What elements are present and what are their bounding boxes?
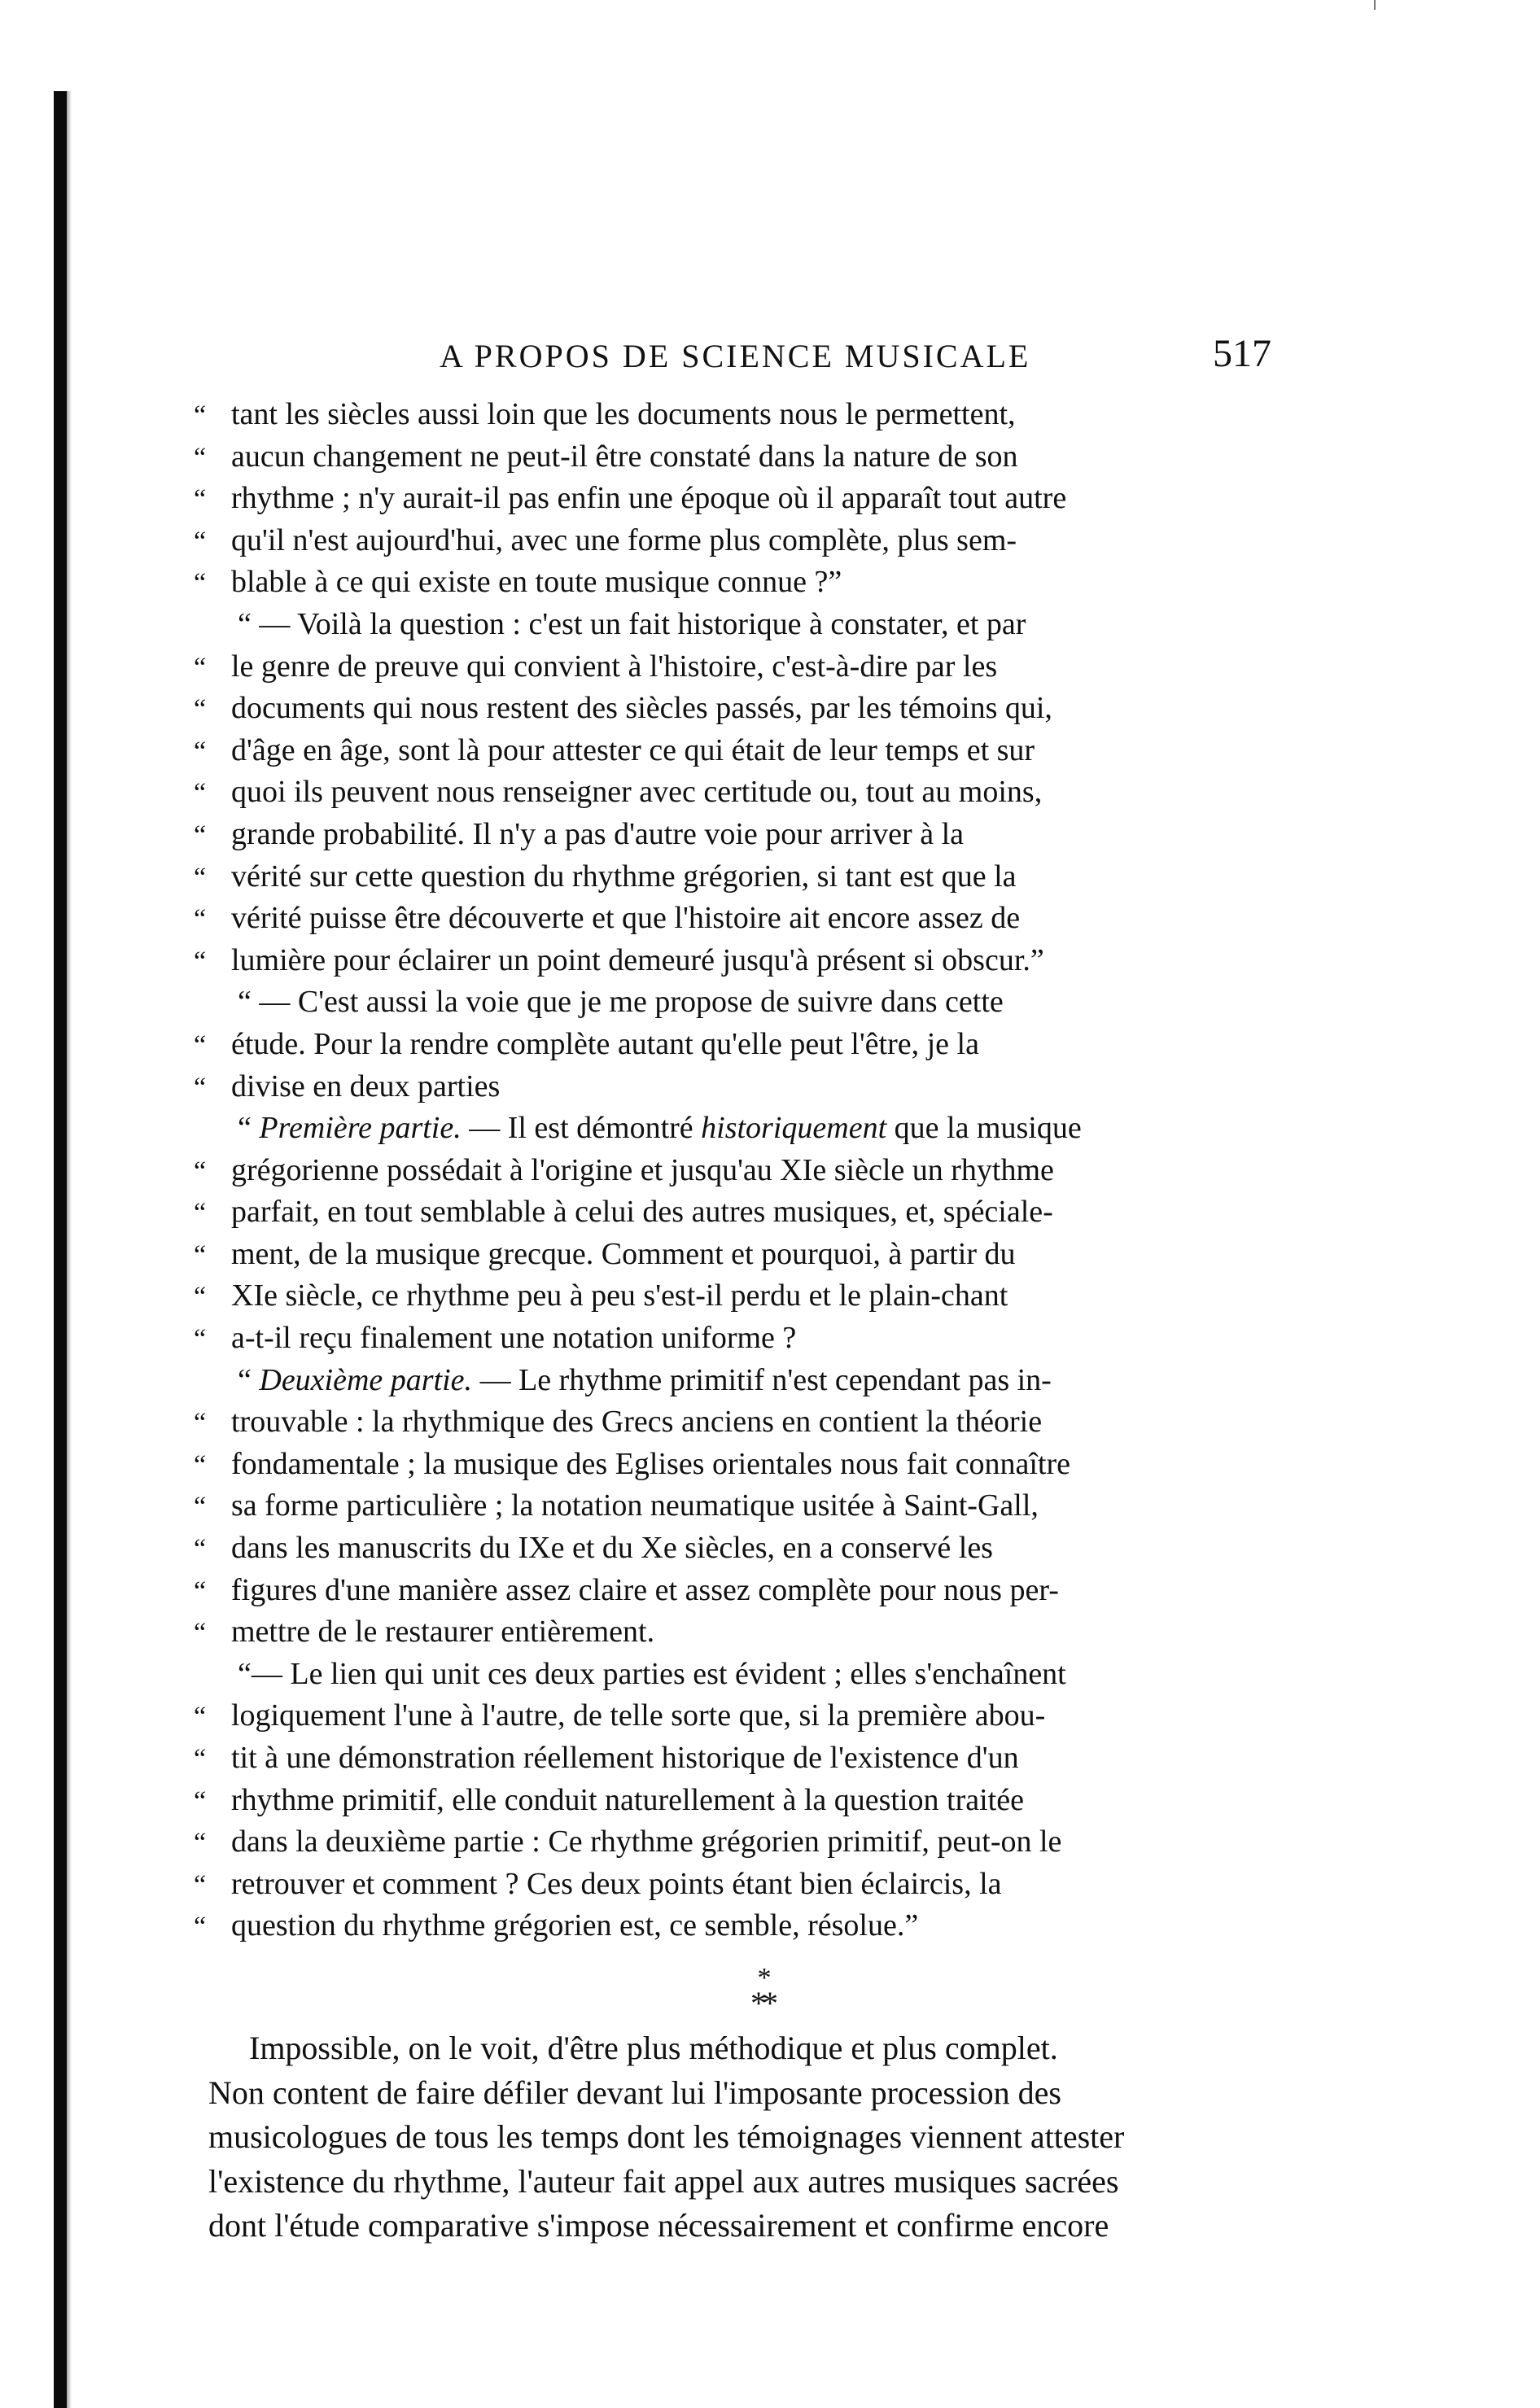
quote-line — [194, 1527, 1317, 1570]
quote-line — [194, 688, 1317, 730]
quote-line-text: “ Deuxième partie. — Le rhythme primitif n'est cependant pas in- — [238, 1362, 1052, 1397]
quote-mark: “ — [194, 1408, 207, 1439]
quote-line — [194, 1821, 1317, 1864]
quote-mark: “ — [194, 442, 207, 473]
quote-line-text: lumière pour éclairer un point demeuré jusqu'à présent si obscur.” — [231, 942, 1044, 977]
italic-emphasis: Deuxième partie. — [259, 1362, 473, 1397]
quote-line-text: XIe siècle, ce rhythme peu à peu s'est-il perdu et le plain-chant — [231, 1278, 1008, 1313]
quote-line-text: grande probabilité. Il n'y a pas d'autre voie pour arriver à la — [231, 816, 964, 851]
quote-mark: “ — [194, 1072, 207, 1103]
quote-mark: “ — [194, 1156, 207, 1187]
quote-line — [194, 771, 1317, 814]
quote-line — [194, 730, 1317, 772]
quote-line — [194, 1108, 1317, 1150]
paragraph-line: Non content de faire défiler devant lui l'imposante procession des — [208, 2074, 1061, 2111]
quote-line — [194, 1318, 1317, 1360]
quote-line-text: question du rhythme grégorien est, ce semble, résolue.” — [231, 1908, 919, 1943]
quote-line-text: d'âge en âge, sont là pour attester ce qui était de leur temps et sur — [231, 732, 1035, 767]
quote-line-text: qu'il n'est aujourd'hui, avec une forme plus complète, plus sem- — [231, 522, 1017, 557]
quote-line-text: tit à une démonstration réellement historique de l'existence d'un — [231, 1741, 1019, 1775]
quote-mark: “ — [194, 1324, 207, 1355]
quote-line-text: dans la deuxième partie : Ce rhythme grégorien primitif, peut-on le — [231, 1825, 1062, 1860]
quote-mark: “ — [194, 1029, 207, 1060]
quote-line — [194, 940, 1317, 982]
paragraph-line: Impossible, on le voit, d'être plus méthodique et plus complet. — [249, 2030, 1058, 2066]
main-paragraph — [208, 2026, 1315, 2248]
quote-line-text: tant les siècles aussi loin que les documents nous le permettent, — [231, 397, 1016, 431]
quote-mark: “ — [194, 1785, 207, 1816]
quote-line-text: mettre de le restaurer entièrement. — [231, 1615, 655, 1650]
quote-line — [194, 436, 1317, 479]
quote-line-text: logiquement l'une à l'autre, de telle sorte que, si la première abou- — [231, 1698, 1046, 1733]
quote-mark: “ — [194, 652, 207, 683]
quote-line — [194, 1654, 1317, 1696]
quote-line-text: étude. Pour la rendre complète autant qu'elle peut l'être, je la — [231, 1026, 979, 1061]
quote-line — [194, 1150, 1317, 1192]
quote-line-text: “ Première partie. — Il est démontré historiquement que la musique — [238, 1111, 1082, 1146]
quote-mark: “ — [194, 1744, 207, 1774]
quote-line-text: rhythme ; n'y aurait-il pas enfin une époque où il apparaît tout autre — [231, 481, 1067, 516]
quote-mark: “ — [194, 946, 207, 977]
quote-line-text: quoi ils peuvent nous renseigner avec certitude ou, tout au moins, — [231, 775, 1043, 810]
quote-line — [194, 478, 1317, 520]
quote-mark: “ — [194, 1492, 207, 1523]
quote-line-text: dans les manuscrits du IXe et du Xe siècles, en a conservé les — [231, 1531, 993, 1566]
quote-mark: “ — [194, 484, 207, 515]
quote-line-text: grégorienne possédait à l'origine et jusqu'au XIe siècle un rhythme — [231, 1152, 1054, 1187]
quote-line — [194, 856, 1317, 898]
quote-line — [194, 1024, 1317, 1066]
quote-line — [194, 898, 1317, 940]
quote-line-text: trouvable : la rhythmique des Grecs anciens en contient la théorie — [231, 1405, 1043, 1440]
quote-line-text: “ — C'est aussi la voie que je me propose de suivre dans cette — [238, 985, 1004, 1020]
quote-mark: “ — [194, 526, 207, 557]
quote-line-text: rhythme primitif, elle conduit naturellement à la question traitée — [231, 1782, 1024, 1817]
quote-mark: “ — [194, 1198, 207, 1229]
quote-line-text: le genre de preuve qui convient à l'histoire, c'est-à-dire par les — [231, 649, 998, 684]
quote-line — [194, 1275, 1317, 1318]
quote-line — [194, 1444, 1317, 1486]
quote-mark: “ — [194, 1869, 207, 1900]
quote-line-text: vérité sur cette question du rhythme grégorien, si tant est que la — [231, 859, 1017, 894]
quote-mark: “ — [194, 1449, 207, 1480]
quoted-passage — [194, 394, 1317, 1947]
quote-line — [194, 646, 1317, 688]
quote-line — [194, 1611, 1317, 1654]
quote-line — [194, 814, 1317, 856]
quote-line — [194, 1191, 1317, 1234]
asterism-separator — [713, 1963, 811, 2021]
quote-line — [194, 1485, 1317, 1527]
quote-mark: “ — [194, 736, 207, 767]
quote-mark: “ — [194, 1618, 207, 1649]
scan-binding-shadow — [67, 91, 72, 2408]
quote-mark: “ — [194, 400, 207, 430]
quote-line — [194, 562, 1317, 604]
quote-line — [194, 981, 1317, 1024]
quote-mark: “ — [194, 862, 207, 893]
scan-binding-edge — [54, 91, 67, 2408]
quote-line — [194, 604, 1317, 646]
quote-mark: “ — [194, 904, 207, 935]
page-number: 517 — [1213, 332, 1271, 375]
quote-line-text: retrouver et comment ? Ces deux points étant bien éclaircis, la — [231, 1866, 1002, 1901]
quote-line — [194, 1905, 1317, 1947]
quote-mark: “ — [194, 1575, 207, 1606]
quote-mark: “ — [194, 1239, 207, 1270]
asterism-top: * — [757, 1963, 767, 1993]
quote-line — [194, 520, 1317, 562]
quote-line — [194, 1360, 1317, 1402]
quote-mark: “ — [194, 778, 207, 809]
quote-line-text: blable à ce qui existe en toute musique connue ?” — [231, 565, 842, 600]
quote-line — [194, 1401, 1317, 1444]
quote-line-text: documents qui nous restent des siècles passés, par les témoins qui, — [231, 691, 1052, 726]
paragraph-line: musicologues de tous les temps dont les témoignages viennent attester — [208, 2118, 1125, 2155]
quote-line-text: sa forme particulière ; la notation neumatique usitée à Saint-Gall, — [231, 1488, 1039, 1523]
quote-mark: “ — [194, 1702, 207, 1733]
quote-line-text: fondamentale ; la musique des Eglises orientales nous fait connaître — [231, 1446, 1070, 1481]
italic-emphasis: Première partie. — [259, 1111, 462, 1146]
quote-line — [194, 394, 1317, 436]
quote-line-text: “— Le lien qui unit ces deux parties est évident ; elles s'enchaînent — [238, 1656, 1066, 1691]
quote-line-text: divise en deux parties — [231, 1069, 501, 1103]
quote-mark: “ — [194, 1828, 207, 1859]
quote-mark: “ — [194, 819, 207, 850]
quote-line — [194, 1234, 1317, 1276]
quote-mark: “ — [194, 1534, 207, 1565]
quote-line-text: figures d'une manière assez claire et assez complète pour nous per- — [231, 1572, 1059, 1607]
quote-line-text: a-t-il reçu finalement une notation uniforme ? — [231, 1321, 797, 1356]
quote-line — [194, 1864, 1317, 1906]
paragraph-line: dont l'étude comparative s'impose nécessairement et confirme encore — [208, 2207, 1109, 2244]
italic-emphasis: historiquement — [701, 1111, 887, 1146]
quote-mark: “ — [194, 568, 207, 599]
quote-line-text: vérité puisse être découverte et que l'histoire ait encore assez de — [231, 901, 1021, 936]
quote-line-text: parfait, en tout semblable à celui des autres musiques, et, spéciale- — [231, 1195, 1053, 1230]
quote-mark: “ — [194, 694, 207, 725]
quote-line-text: “ — Voilà la question : c'est un fait historique à constater, et par — [238, 606, 1026, 641]
asterism-bottom: ** — [750, 1985, 773, 2021]
quote-line — [194, 1780, 1317, 1822]
paragraph-line: l'existence du rhythme, l'auteur fait appel aux autres musiques sacrées — [208, 2162, 1119, 2200]
quote-mark: “ — [194, 1912, 207, 1943]
quote-line-text: ment, de la musique grecque. Comment et pourquoi, à partir du — [231, 1236, 1016, 1271]
running-head: A PROPOS DE SCIENCE MUSICALE — [440, 338, 1031, 374]
quote-line — [194, 1737, 1317, 1780]
quote-line — [194, 1695, 1317, 1737]
scan-corner-mark — [1374, 0, 1376, 10]
quote-line-text: aucun changement ne peut-il être constaté dans la nature de son — [231, 439, 1018, 474]
quote-mark: “ — [194, 1282, 207, 1313]
quote-line — [194, 1570, 1317, 1612]
quote-line — [194, 1066, 1317, 1108]
